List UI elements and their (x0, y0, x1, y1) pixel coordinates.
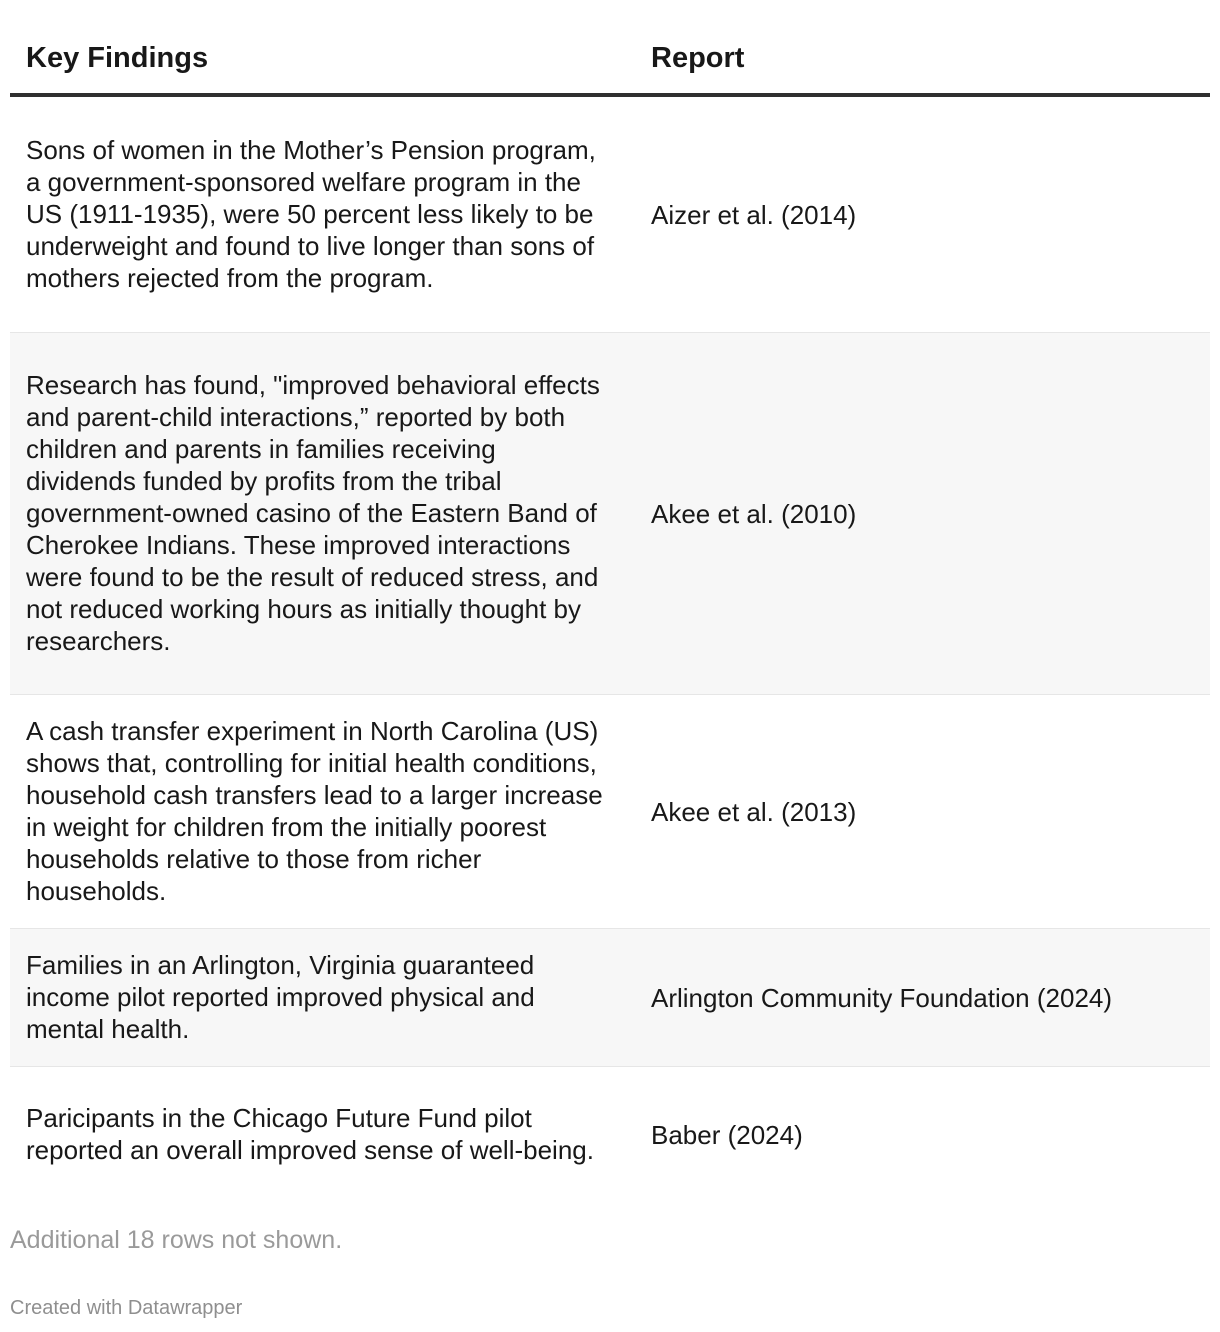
report-cell: Akee et al. (2013) (651, 796, 857, 827)
datawrapper-credit[interactable]: Created with Datawrapper (10, 1297, 243, 1319)
header-report[interactable]: Report (651, 42, 745, 74)
report-cell: Akee et al. (2010) (651, 498, 857, 529)
finding-cell: Families in an Arlington, Virginia guaranteed income pilot reported improved physical and mental health. (26, 949, 535, 1044)
table-row (10, 695, 1210, 929)
report-cell: Aizer et al. (2014) (651, 199, 857, 230)
finding-cell: A cash transfer experiment in North Carolina (US) shows that, controlling for initial health conditions, household cash transfers lead to a larger increase in weight for children from the initially poorest households relative to those from richer households. (26, 715, 603, 906)
table-row (10, 333, 1210, 695)
header-key-findings[interactable]: Key Findings (26, 42, 209, 74)
report-cell: Arlington Community Foundation (2024) (651, 982, 1113, 1013)
finding-cell: Paricipants in the Chicago Future Fund pilot reported an overall improved sense of well-being. (26, 1103, 594, 1165)
findings-table (10, 30, 1210, 1203)
finding-cell: Research has found, "improved behavioral effects and parent-child interactions,” reported by both children and parents in families receiving dividends funded by profits from the tribal government-owned casino of the Eastern Band of Cherokee Indians. These improved interactions were found to be the result of reduced stress, and not reduced working hours as initially thought by researchers. (26, 369, 600, 656)
finding-cell: Sons of women in the Mother’s Pension program, a government-sponsored welfare program in the US (1911-1935), were 50 percent less likely to be underweight and found to live longer than sons of mothers rejected from the program. (26, 134, 596, 293)
table-row (10, 97, 1210, 333)
rows-not-shown-note: Additional 18 rows not shown. (10, 1226, 343, 1254)
report-cell: Baber (2024) (651, 1120, 803, 1150)
table-row (10, 1067, 1210, 1203)
table-row (10, 929, 1210, 1067)
table-header (10, 30, 1210, 97)
